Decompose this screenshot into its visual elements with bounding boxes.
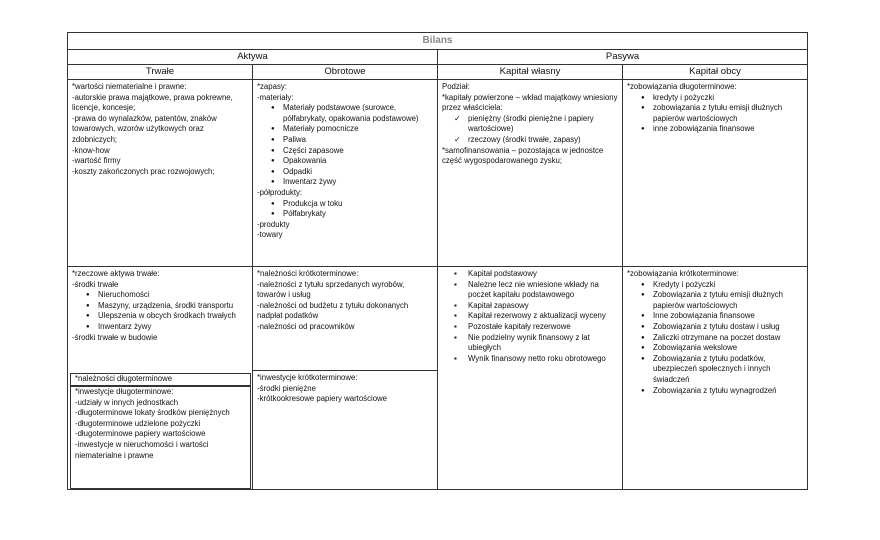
list-item: ● Materiały podstawowe (surowce, półfabrykaty, opakowania podstawowe) — [257, 103, 433, 124]
text-line: -należności od budżetu z tytułu dokonanych nadpłat podatków — [257, 300, 409, 321]
text-line: -wartość firmy — [72, 156, 121, 166]
header-pasywa: Pasywa — [438, 50, 807, 65]
check-item: ✓ pieniężny (środki pieniężne i papiery wartościowe) — [442, 114, 618, 135]
text-line: *wartości niematerialne i prawne: — [72, 82, 187, 91]
list-item: ● Kredyty i pożyczki — [627, 280, 803, 291]
header-aktywa: Aktywa — [68, 50, 437, 65]
text-line: *inwestycje krótkoterminowe: — [257, 373, 358, 382]
text-line: -koszty zakończonych prac rozwojowych; — [72, 166, 215, 176]
cell-inwestycje-krotkoterminowe — [253, 371, 437, 431]
list-item: ▪ Wynik finansowy netto roku obrotowego — [442, 354, 618, 365]
text-line: -długoterminowe papiery wartościowe — [75, 429, 206, 439]
list-item: ● inne zobowiązania finansowe — [627, 124, 803, 135]
list-item: ● Produkcja w toku — [257, 199, 433, 210]
list-item: ● kredyty i pożyczki — [627, 93, 803, 104]
header-trwale: Trwałe — [68, 65, 252, 80]
list-item: ▪ Kapitał zapasowy — [442, 301, 618, 312]
list-item: ● Opakowania — [257, 156, 433, 167]
text-line: -środki trwałe w budowie — [72, 332, 158, 342]
cell-naleznosci-dlugoterminowe — [70, 373, 251, 386]
text-line: *inwestycje długoterminowe: — [75, 387, 174, 396]
cell-wartosci-niematerialne — [68, 80, 252, 266]
header-obrotowe: Obrotowe — [253, 65, 437, 80]
list-item: ● Zobowiązania z tytułu podatków, ubezpieczeń społecznych i innych świadczeń — [627, 354, 803, 386]
list-item: ▪ Kapitał podstawowy — [442, 269, 618, 280]
check-item: ✓ rzeczowy (środki trwałe, zapasy) — [442, 135, 618, 146]
text-line: *należności krótkoterminowe: — [257, 269, 359, 278]
text-line: *należności długoterminowe — [75, 374, 173, 383]
balance-sheet-table — [67, 32, 808, 490]
text-line: *kapitały powierzone – wkład majątkowy wniesiony przez właściciela: — [442, 92, 618, 113]
list-item: ● Zobowiązania wekslowe — [627, 343, 803, 354]
text-line: -udziały w innych jednostkach — [75, 397, 179, 407]
list-item: ● Półfabrykaty — [257, 209, 433, 220]
list-item: ● zobowiązania z tytułu emisji dłużnych papierów wartościowych — [627, 103, 803, 124]
text-line: *rzeczowe aktywa trwałe: — [72, 269, 160, 278]
list-item: ● Zobowiązania z tytułu dostaw i usług — [627, 322, 803, 333]
list-item: ● Inne zobowiązania finansowe — [627, 311, 803, 322]
list-item: ● Zobowiązania z tytułu wynagrodzeń — [627, 386, 803, 397]
list-item: ▪ Pozostałe kapitały rezerwowe — [442, 322, 618, 333]
text-line: -know-how — [72, 145, 110, 155]
cell-naleznosci-krotkoterminowe — [253, 267, 437, 367]
text-line: -należności z tytułu sprzedanych wyrobów, towarów i usług — [257, 279, 405, 300]
list-item: ▪ Należne lecz nie wniesione wkłady na poczet kapitału podstawowego — [442, 280, 618, 301]
list-item: ● Części zapasowe — [257, 146, 433, 157]
text-line: -krótkookresowe papiery wartościowe — [257, 394, 388, 404]
text-line: -inwestycje w nieruchomości i wartości niematerialne i prawne — [75, 439, 209, 460]
list-item: ● Inwentarz żywy — [257, 177, 433, 188]
text-line: -autorskie prawa majątkowe, prawa pokrewne, licencje, koncesje; — [72, 92, 233, 113]
list-item: ● Zaliczki otrzymane na poczet dostaw — [627, 333, 803, 344]
cell-skladniki-kapitalu — [438, 267, 622, 489]
cell-kapital-wlasny — [438, 80, 622, 266]
list-item: ● Zobowiązania z tytułu emisji dłużnych papierów wartościowych — [627, 290, 803, 311]
text-line: *zobowiązania długoterminowe: — [627, 82, 737, 91]
text-line: -produkty — [257, 219, 290, 229]
text-line: -towary — [257, 230, 283, 240]
list-item: ● Ulepszenia w obcych środkach trwałych — [72, 311, 248, 322]
list-item: ▪ Nie podzielny wynik finansowy z lat ubiegłych — [442, 333, 618, 354]
text-line: -należności od pracowników — [257, 321, 355, 331]
cell-zobowiazania-dlugoterminowe — [623, 80, 807, 266]
text-line: -prawa do wynalazków, patentów, znaków towarowych, wzorów użytkowych oraz zdobniczych; — [72, 113, 217, 144]
header-kapital-wlasny: Kapitał własny — [438, 65, 622, 80]
list-item: ● Inwentarz żywy — [72, 322, 248, 333]
cell-rzeczowe-aktywa — [68, 267, 252, 372]
text-line: Podział: — [442, 82, 470, 91]
text-line: *zobowiązania krótkoterminowe: — [627, 269, 739, 278]
table-title: Bilans — [68, 33, 807, 50]
text-line: *zapasy: — [257, 82, 287, 91]
list-item: ▪ Kapitał rezerwowy z aktualizacji wyceny — [442, 311, 618, 322]
cell-zapasy — [253, 80, 437, 266]
cell-zobowiazania-krotkoterminowe — [623, 267, 807, 489]
text-line: -półprodukty: — [257, 187, 303, 197]
list-item: ● Odpadki — [257, 167, 433, 178]
cell-inwestycje-dlugoterminowe — [70, 386, 251, 489]
list-item: ● Maszyny, urządzenia, środki transportu — [72, 301, 248, 312]
list-item: ● Nieruchomości — [72, 290, 248, 301]
list-item: ● Paliwa — [257, 135, 433, 146]
text-line: -materiały: — [257, 92, 294, 102]
text-line: -długoterminowe udzielone pożyczki — [75, 418, 201, 428]
text-line: *samofinansowania – pozostająca w jednostce część wygospodarowanego zysku; — [442, 145, 604, 166]
text-line: -środki pieniężne — [257, 383, 316, 393]
list-item: ● Materiały pomocnicze — [257, 124, 433, 135]
header-kapital-obcy: Kapitał obcy — [623, 65, 807, 80]
text-line: -środki trwałe — [72, 279, 119, 289]
text-line: -długoterminowe lokaty środków pieniężnych — [75, 408, 230, 418]
